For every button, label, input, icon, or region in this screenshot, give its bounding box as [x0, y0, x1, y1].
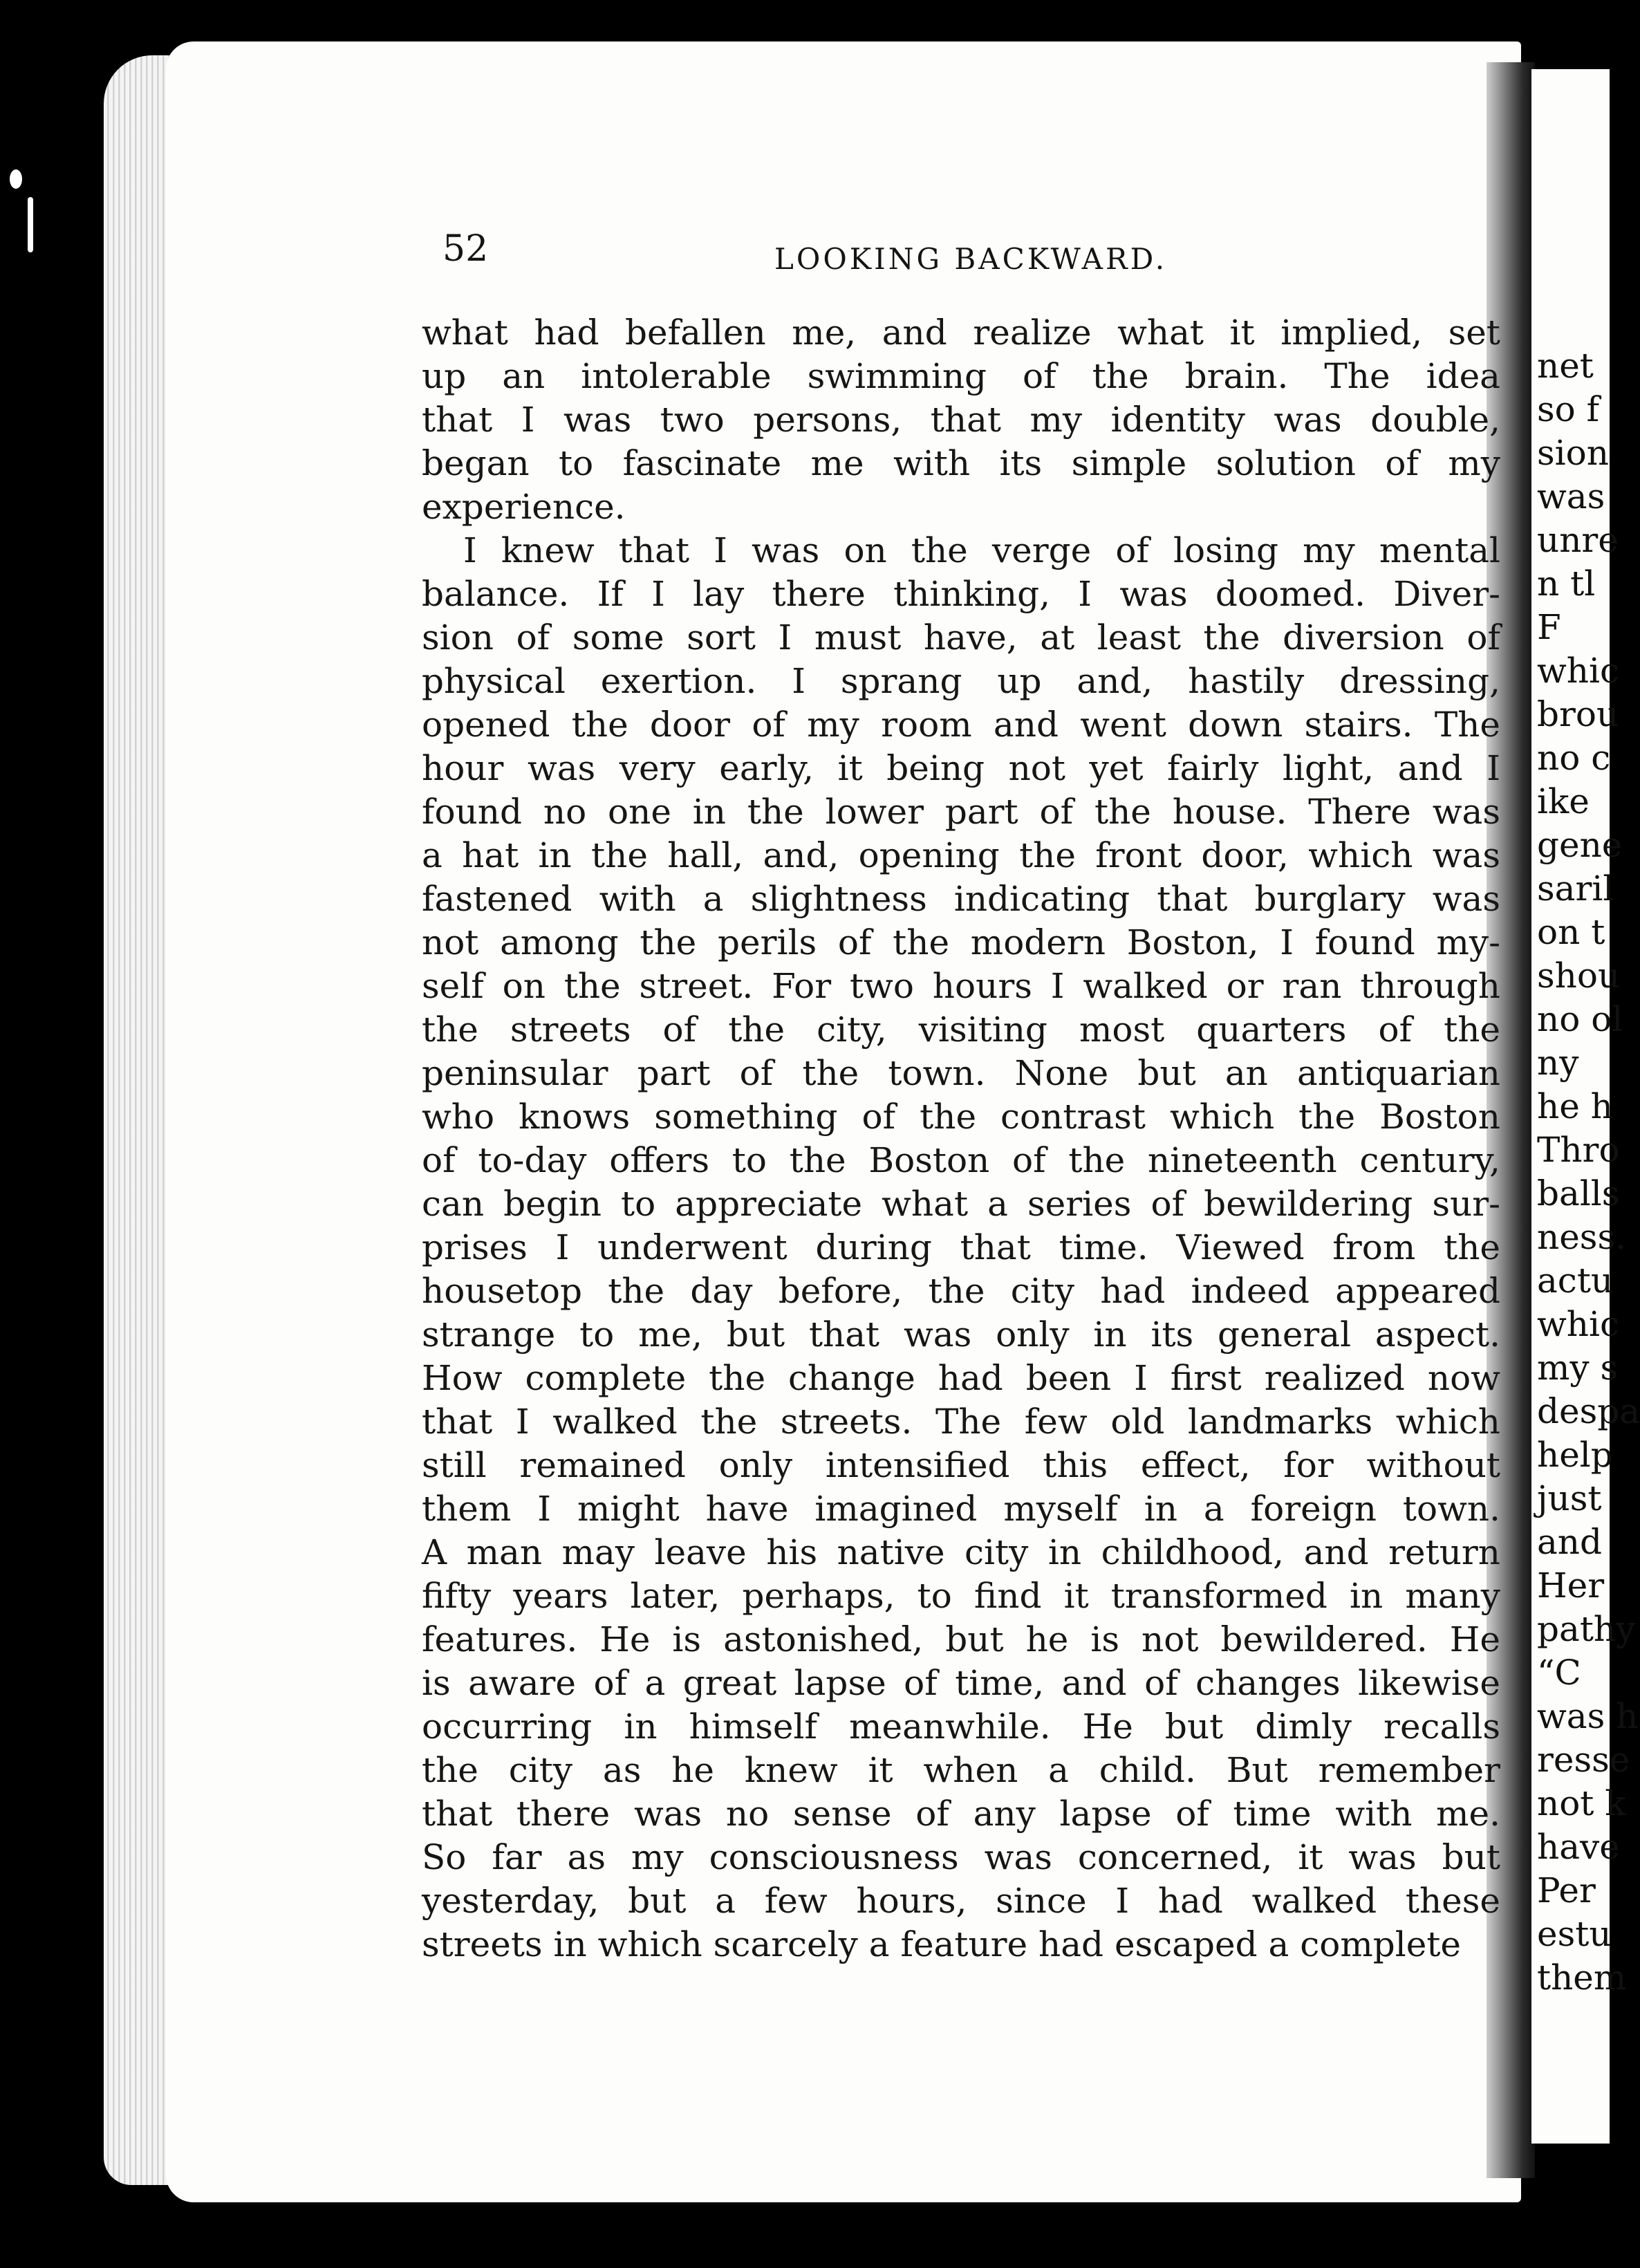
text-line: that there was no sense of any lapse of time with me.: [422, 1794, 1500, 1834]
facing-page-text-fragment: ike: [1537, 781, 1590, 821]
text-line: yesterday, but a few hours, since I had walked these: [422, 1881, 1500, 1921]
facing-page-text-fragment: sion: [1537, 433, 1609, 473]
text-line: occurring in himself meanwhile. He but dimly recalls: [422, 1707, 1500, 1747]
text-line: fastened with a slightness indicating that burglary was: [422, 879, 1500, 919]
text-line: sion of some sort I must have, at least the diversion of: [422, 617, 1500, 658]
facing-page-text-fragment: F: [1537, 607, 1561, 647]
text-line: features. He is astonished, but he is not bewildered. He: [422, 1619, 1500, 1660]
facing-page-text-fragment: whic: [1537, 651, 1619, 691]
facing-page-text-fragment: Per: [1537, 1870, 1596, 1911]
facing-page-text-fragment: them: [1537, 1958, 1627, 1998]
text-line: of to-day offers to the Boston of the nineteenth century,: [422, 1140, 1500, 1180]
text-line: what had befallen me, and realize what it implied, set: [422, 313, 1500, 353]
text-line: that I was two persons, that my identity was double,: [422, 400, 1500, 440]
facing-page-text-fragment: help: [1537, 1435, 1613, 1475]
text-line: housetop the day before, the city had indeed appeared: [422, 1271, 1500, 1311]
facing-page-text-fragment: unre: [1537, 520, 1619, 560]
scan-speck: [10, 169, 22, 189]
text-line: So far as my consciousness was concerned, it was but: [422, 1837, 1500, 1877]
facing-page-text-fragment: so f: [1537, 389, 1600, 429]
text-line: How complete the change had been I first realized now: [422, 1358, 1500, 1398]
text-line: balance. If I lay there thinking, I was doomed. Diver-: [422, 574, 1500, 614]
facing-page-text-fragment: ness.: [1537, 1217, 1627, 1257]
text-line: is aware of a great lapse of time, and of changes likewise: [422, 1663, 1500, 1703]
facing-page-text-fragment: on t: [1537, 912, 1605, 952]
facing-page-text-fragment: resse: [1537, 1740, 1630, 1780]
facing-page-text-fragment: was h: [1537, 1696, 1639, 1736]
text-line: found no one in the lower part of the house. There was: [422, 792, 1500, 832]
facing-page-text-fragment: shou: [1537, 956, 1621, 996]
facing-page-text-fragment: saril: [1537, 868, 1614, 909]
text-line: the city as he knew it when a child. But remember: [422, 1750, 1500, 1790]
facing-page-text-fragment: he h: [1537, 1086, 1613, 1126]
running-head-title: LOOKING BACKWARD.: [774, 242, 1168, 276]
text-line: self on the street. For two hours I walked or ran through: [422, 966, 1500, 1006]
facing-page-text-fragment: gene: [1537, 825, 1623, 865]
text-line: still remained only intensified this effect, for without: [422, 1445, 1500, 1485]
facing-page-fragment: [1531, 69, 1640, 2144]
text-line: peninsular part of the town. None but an antiquarian: [422, 1053, 1500, 1093]
facing-page-text-fragment: ny: [1537, 1043, 1579, 1083]
text-line: opened the door of my room and went down stairs. The: [422, 705, 1500, 745]
facing-page-text-fragment: net: [1537, 346, 1594, 386]
facing-page-text-fragment: estu: [1537, 1914, 1612, 1954]
text-line: streets in which scarcely a feature had escaped a complete: [422, 1924, 1462, 1964]
facing-page-text-fragment: was: [1537, 476, 1605, 517]
facing-page-text-fragment: my s: [1537, 1348, 1619, 1388]
scan-speck: [28, 197, 33, 252]
facing-page-text-fragment: whic: [1537, 1304, 1619, 1344]
text-line: I knew that I was on the verge of losing my mental: [463, 530, 1500, 570]
text-line: A man may leave his native city in childhood, and return: [422, 1532, 1500, 1572]
facing-page-text-fragment: have: [1537, 1827, 1620, 1867]
facing-page-text-fragment: despa: [1537, 1391, 1640, 1431]
text-line: them I might have imagined myself in a foreign town.: [422, 1489, 1500, 1529]
body-text: [422, 311, 1500, 1967]
facing-page-text-fragment: pathy: [1537, 1609, 1636, 1649]
facing-page-text-fragment: and: [1537, 1522, 1603, 1562]
page-number: 52: [442, 228, 489, 270]
facing-page-text-fragment: no ol: [1537, 999, 1623, 1039]
text-line: can begin to appreciate what a series of bewildering sur-: [422, 1184, 1500, 1224]
text-line: experience.: [422, 487, 626, 527]
facing-page-text-fragment: no c: [1537, 738, 1611, 778]
facing-page-text-fragment: Thro: [1537, 1130, 1620, 1170]
text-line: hour was very early, it being not yet fairly light, and I: [422, 748, 1500, 788]
facing-page-text-fragment: n tl: [1537, 564, 1596, 604]
text-line: fifty years later, perhaps, to find it transformed in many: [422, 1576, 1500, 1616]
facing-page-text-fragment: brou: [1537, 694, 1619, 734]
text-line: strange to me, but that was only in its general aspect.: [422, 1314, 1500, 1355]
facing-page-text-fragment: Her: [1537, 1565, 1605, 1606]
text-line: the streets of the city, visiting most quarters of the: [422, 1010, 1500, 1050]
facing-page-text-fragment: balls: [1537, 1173, 1620, 1214]
text-line: physical exertion. I sprang up and, hastily dressing,: [422, 661, 1500, 701]
facing-page-text-fragment: “C: [1537, 1653, 1581, 1693]
text-line: not among the perils of the modern Boston, I found my-: [422, 922, 1500, 963]
text-line: a hat in the hall, and, opening the front door, which was: [422, 835, 1500, 875]
facing-page-text-fragment: not k: [1537, 1783, 1626, 1823]
facing-page-text-fragment: just: [1537, 1478, 1602, 1518]
text-line: that I walked the streets. The few old landmarks which: [422, 1402, 1500, 1442]
text-line: prises I underwent during that time. Viewed from the: [422, 1227, 1500, 1267]
facing-page-text-fragment: actu: [1537, 1261, 1614, 1301]
text-line: began to fascinate me with its simple solution of my: [422, 443, 1500, 483]
text-line: who knows something of the contrast which the Boston: [422, 1097, 1500, 1137]
text-line: up an intolerable swimming of the brain. The idea: [422, 356, 1500, 396]
